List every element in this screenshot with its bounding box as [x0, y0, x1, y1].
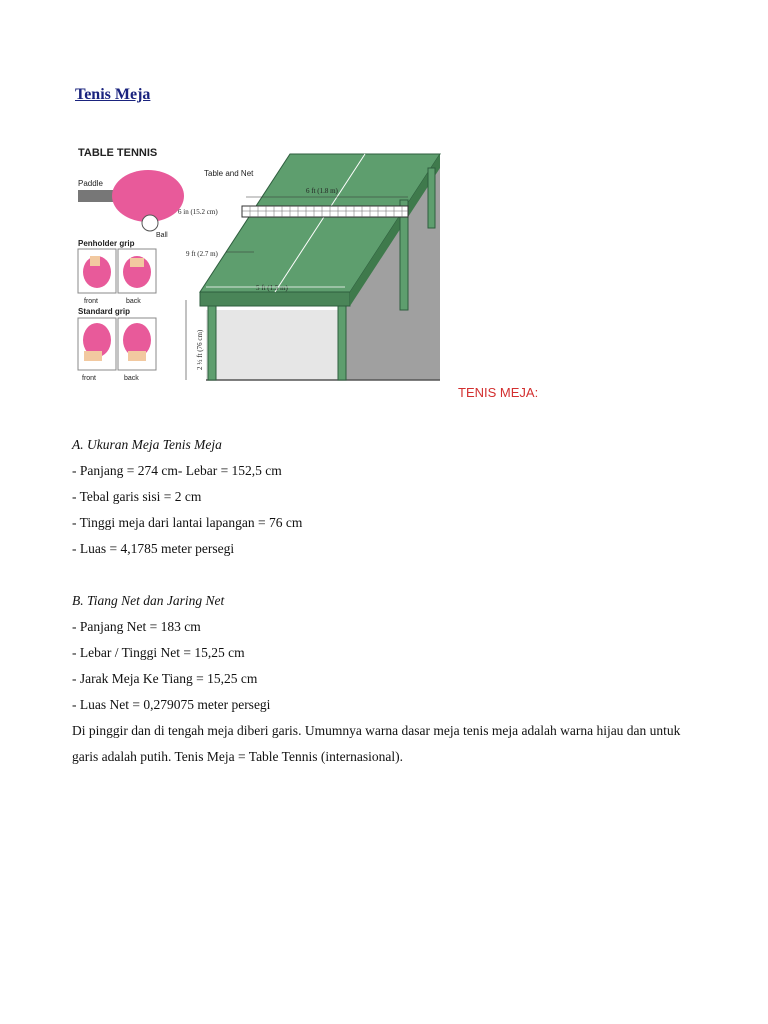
ball-label: Ball [156, 232, 168, 239]
section-a-heading: A. Ukuran Meja Tenis Meja [72, 437, 222, 452]
net-width-label: 6 ft (1.8 m) [306, 187, 338, 195]
section-a-item: - Panjang = 274 cm- Lebar = 152,5 cm [72, 463, 282, 478]
penholder-label: Penholder grip [78, 239, 135, 248]
standard-back-label: back [124, 375, 139, 382]
standard-grip-icon [78, 318, 156, 370]
section-a-item: - Tebal garis sisi = 2 cm [72, 489, 202, 504]
width-label: 5 ft (1.5 m) [256, 284, 288, 292]
table-tennis-illustration [70, 140, 450, 385]
ball-icon [142, 215, 158, 231]
figure-caption: TENIS MEJA: [458, 385, 539, 400]
table-label: Table and Net [204, 169, 254, 178]
net-height-label: 6 in (15.2 cm) [178, 208, 218, 216]
height-label: 2 ½ ft (76 cm) [196, 329, 204, 370]
section-a-item: - Tinggi meja dari lantai lapangan = 76 cm [72, 515, 303, 530]
paddle-icon [78, 170, 184, 222]
section-b-item: - Panjang Net = 183 cm [72, 619, 201, 634]
description-paragraph: Di pinggir dan di tengah meja diberi garis. Umumnya warna dasar meja tenis meja adalah warna hijau dan untuk garis adalah putih. Tenis Meja = Table Tennis (internasional). [72, 723, 681, 764]
section-a-item: - Luas = 4,1785 meter persegi [72, 541, 235, 556]
figure-heading: TABLE TENNIS [78, 147, 158, 159]
paddle-label: Paddle [78, 179, 103, 188]
penholder-grip-icon [78, 249, 156, 293]
section-b-heading: B. Tiang Net dan Jaring Net [72, 593, 225, 608]
section-b-item: - Lebar / Tinggi Net = 15,25 cm [72, 645, 245, 660]
document-body [72, 432, 702, 770]
penholder-front-label: front [84, 298, 99, 305]
page-title: Tenis Meja [75, 86, 151, 103]
standard-front-label: front [82, 375, 97, 382]
penholder-back-label: back [126, 298, 141, 305]
standard-label: Standard grip [78, 307, 131, 316]
section-b-item: - Luas Net = 0,279075 meter persegi [72, 697, 271, 712]
length-label: 9 ft (2.7 m) [186, 250, 218, 258]
section-b-item: - Jarak Meja Ke Tiang = 15,25 cm [72, 671, 258, 686]
